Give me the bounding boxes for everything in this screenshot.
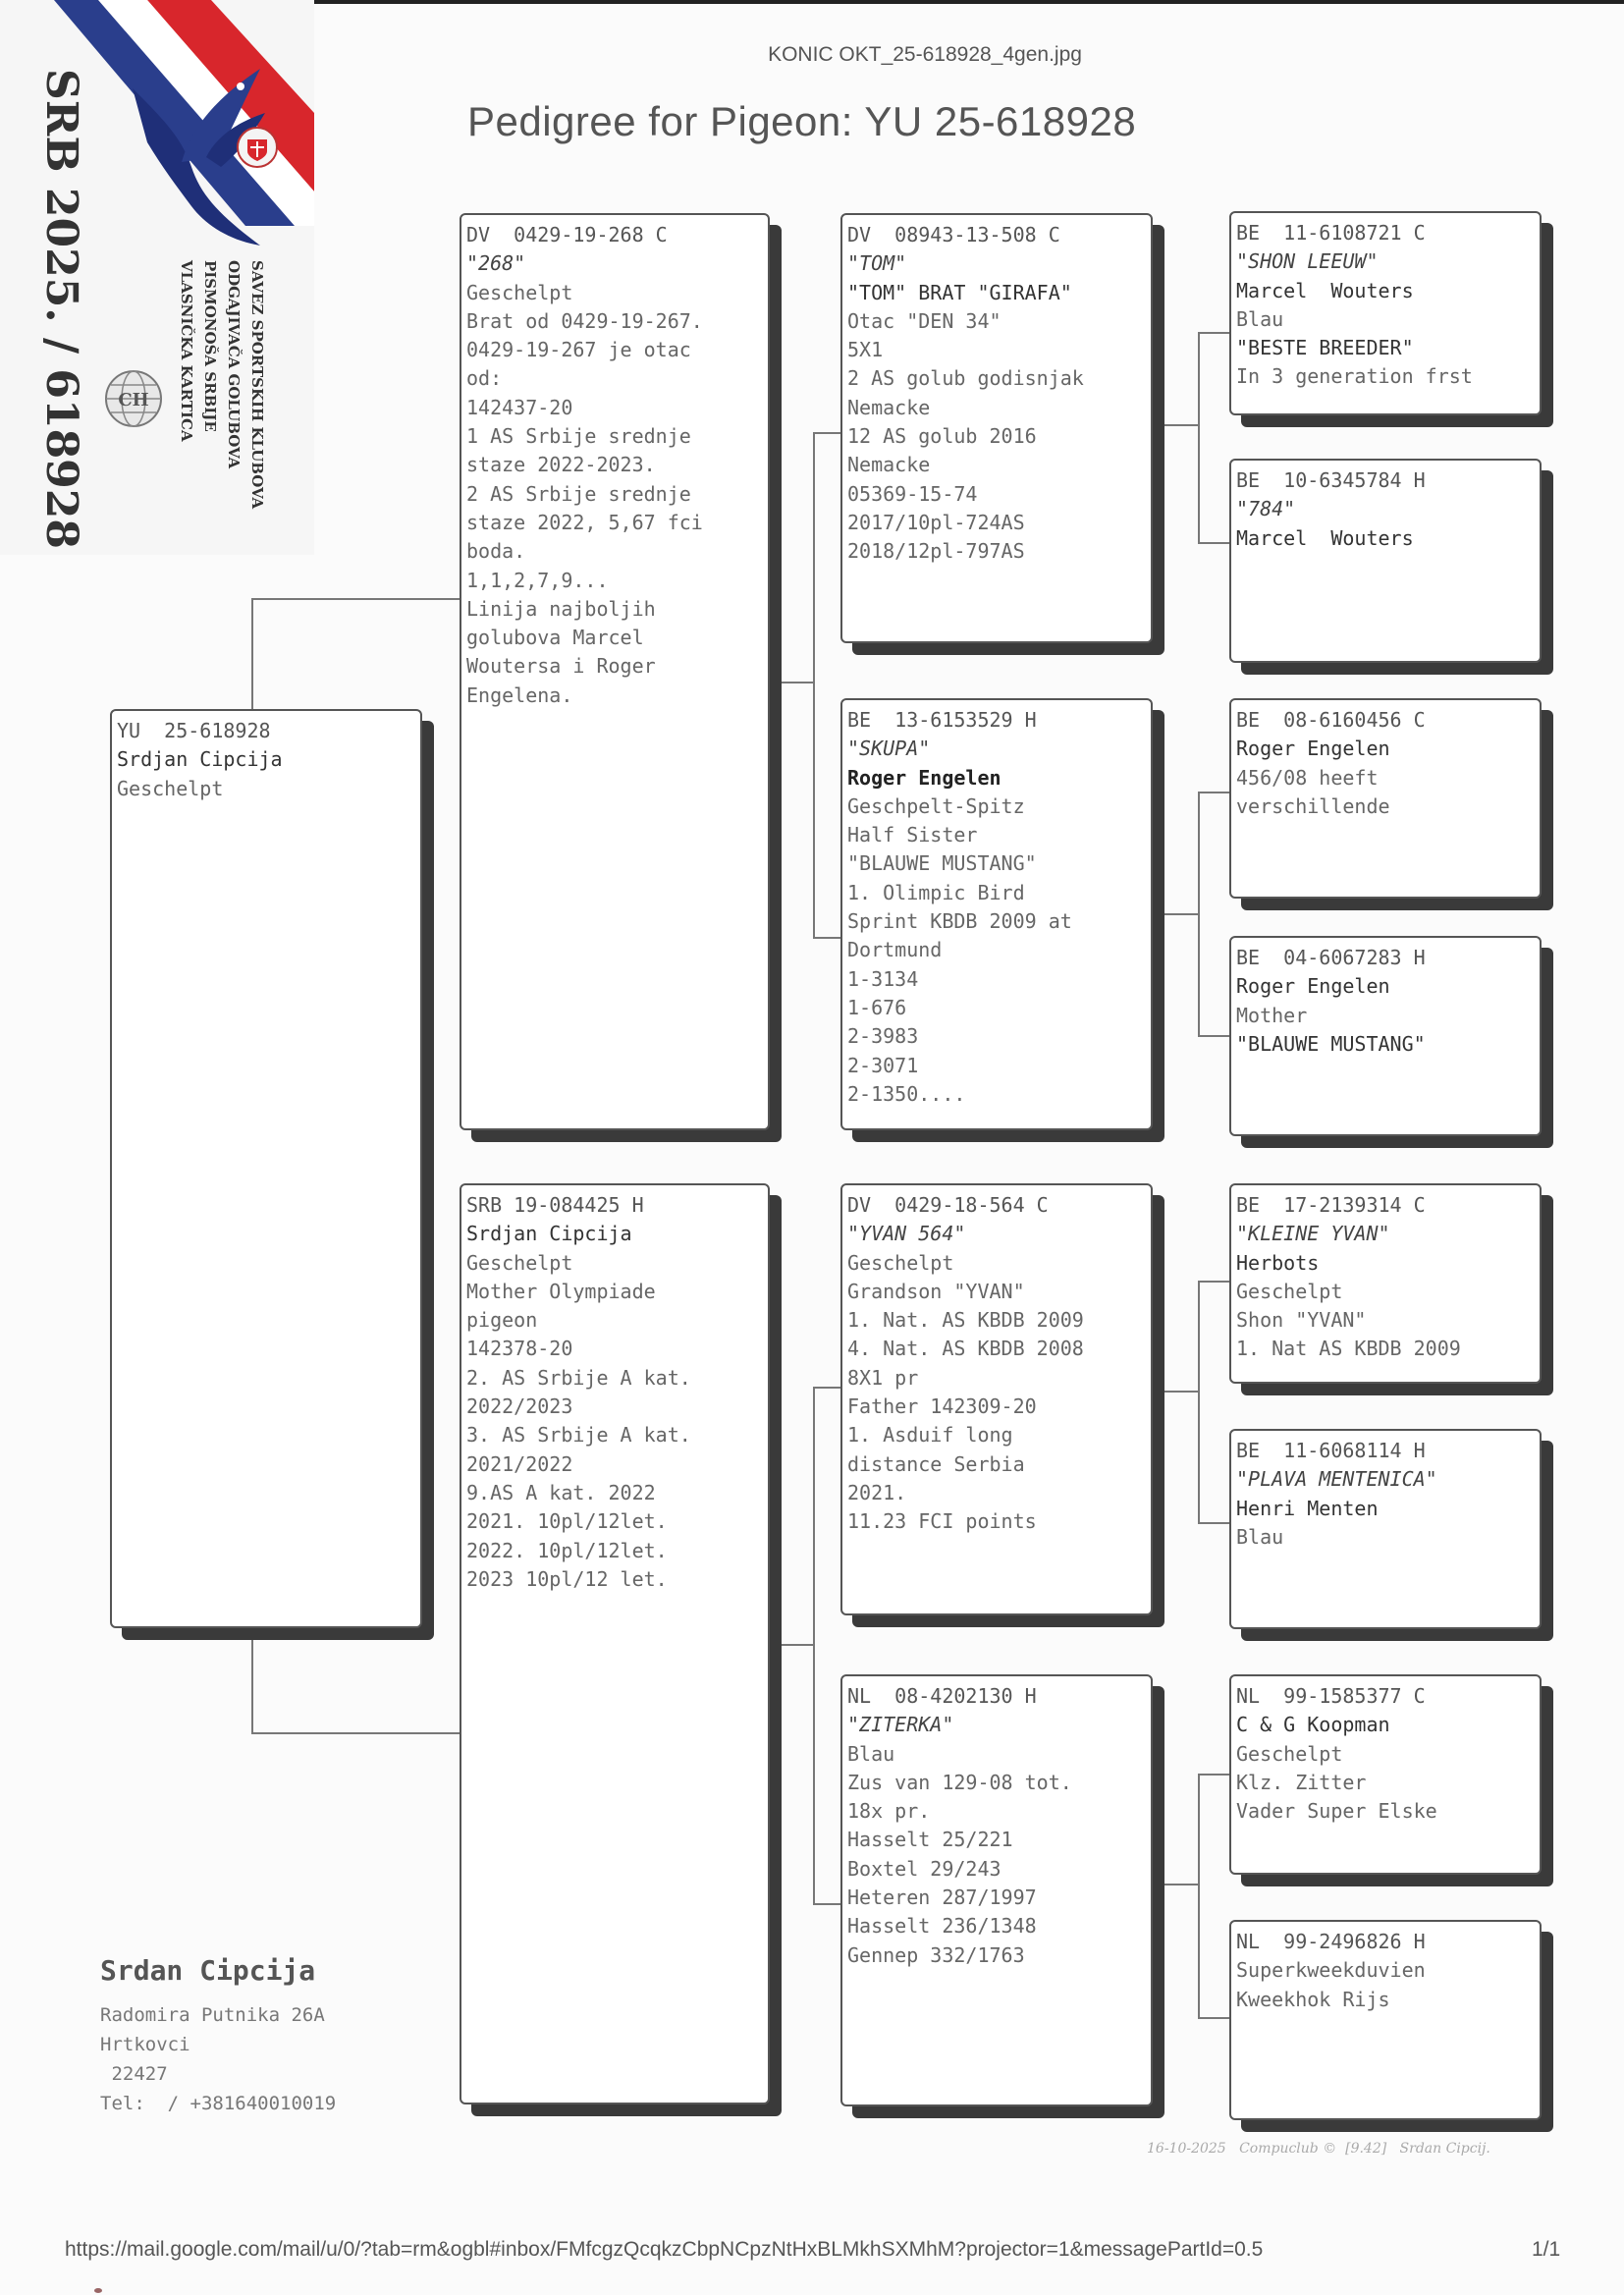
box-line: Geschelpt (1236, 1279, 1343, 1303)
connector-line (813, 1387, 840, 1389)
box-line: 1-676 (847, 995, 907, 1019)
box-line: Engelena. (466, 683, 573, 707)
connector-line (251, 598, 460, 600)
connector-line (1198, 1281, 1200, 1524)
box-line: "BLAUWE MUSTANG" (847, 851, 1037, 876)
pigeon-name: "SHON LEEUW" (1236, 249, 1379, 274)
pigeon-name: "ZITERKA" (847, 1713, 954, 1737)
connector-line (1159, 1391, 1200, 1393)
box-line: 142378-20 (466, 1337, 573, 1361)
box-line: 2017/10pl-724AS (847, 510, 1025, 534)
box-line: 5X1 (847, 338, 884, 362)
pigeon-name: "PLAVA MENTENICA" (1236, 1467, 1437, 1492)
box-line: 1. Nat AS KBDB 2009 (1236, 1337, 1461, 1361)
print-url: https://mail.google.com/mail/u/0/?tab=rm&ogbl#inbox/FMfcgzQcqkzCbpNCpzNtHxBLMkhSXMhM?projector=1&messagePartId=0.5 (65, 2238, 1264, 2261)
box-line: Geschelpt (117, 776, 224, 800)
connector-line (1198, 332, 1200, 544)
box-line: Hasselt 236/1348 (847, 1914, 1037, 1939)
owner-name: Srdjan Cipcija (466, 1222, 632, 1246)
phone-line: Tel: / +381640010019 (100, 2093, 337, 2114)
pigeon-box-dss (1229, 1183, 1542, 1384)
connector-line (1198, 542, 1229, 544)
box-line: 18x pr. (847, 1799, 931, 1824)
owner-name: Marcel Wouters (1236, 525, 1414, 550)
box-line: Klz. Zitter (1236, 1770, 1367, 1794)
pigeon-box-subject (110, 709, 422, 1628)
connector-line (1198, 332, 1229, 334)
connector-line (1198, 1774, 1229, 1776)
box-line: 05369-15-74 (847, 481, 978, 506)
stamp-org-line: ODGAJIVAČA GOLUBOVA (225, 260, 243, 469)
pigeon-name: "TOM" (847, 251, 907, 276)
box-line: Otac "DEN 34" (847, 308, 1001, 333)
connector-line (813, 937, 840, 939)
box-line: 3. AS Srbije A kat. (466, 1423, 691, 1448)
ring-number: DV 08943-13-508 C (847, 223, 1060, 246)
box-line: Blau (1236, 1524, 1284, 1549)
globe-logo-icon (103, 368, 164, 429)
pigeon-box-ssd (1229, 459, 1542, 663)
ring-number: BE 11-6068114 H (1236, 1439, 1426, 1462)
box-line: Grandson "YVAN" (847, 1279, 1025, 1303)
ring-number: BE 11-6108721 C (1236, 221, 1426, 245)
owner-name: Roger Engelen (1236, 974, 1390, 999)
owner-address-block (100, 1954, 336, 2118)
connector-line (1159, 913, 1200, 915)
ring-number: BE 17-2139314 C (1236, 1193, 1426, 1217)
ring-number: SRB 19-084425 H (466, 1193, 644, 1217)
stamp-ring-number: SRB 2025. / 618928 (36, 69, 86, 550)
box-line: Geschelpt (466, 280, 573, 304)
box-line: 2 AS golub godisnjak (847, 366, 1084, 391)
box-line: Geschelpt (1236, 1741, 1343, 1766)
box-line: od: (466, 366, 503, 391)
box-line: 1,1,2,7,9... (466, 568, 609, 592)
box-line: Geschelpt (466, 1250, 573, 1275)
pigeon-box-sds (1229, 698, 1542, 899)
address-line: Radomira Putnika 26A (100, 2004, 325, 2026)
box-line: 2022. 10pl/12let. (466, 1538, 668, 1562)
box-line: Brat od 0429-19-267. (466, 308, 703, 333)
box-line: Kweekhok Rijs (1236, 1987, 1390, 2011)
box-line: 11.23 FCI points (847, 1509, 1037, 1534)
pigeon-name: "SKUPA" (847, 737, 931, 761)
box-line: 2021/2022 (466, 1451, 573, 1476)
ring-number: BE 13-6153529 H (847, 708, 1037, 732)
box-line: 1. Asduif long (847, 1423, 1013, 1448)
box-line: 2-1350.... (847, 1081, 966, 1106)
box-line: Blau (847, 1741, 895, 1766)
pigeon-box-dam-sire (840, 1183, 1153, 1615)
svg-text:CH: CH (118, 390, 149, 410)
box-line: Boxtel 29/243 (847, 1856, 1001, 1881)
ring-number: YU 25-618928 (117, 719, 271, 742)
box-line: Geschpelt-Spitz (847, 793, 1025, 818)
owner-name: Marcel Wouters (1236, 278, 1414, 302)
pigeon-box-sire (460, 213, 770, 1130)
box-line: golubova Marcel (466, 626, 644, 650)
pigeon-box-dam-dam (840, 1674, 1153, 2106)
box-line: 1. Nat. AS KBDB 2009 (847, 1308, 1084, 1333)
box-line: 1. Olimpic Bird (847, 880, 1025, 904)
box-line: Zus van 129-08 tot. (847, 1770, 1072, 1794)
box-line: Vader Super Elske (1236, 1799, 1437, 1824)
box-line: "BLAUWE MUSTANG" (1236, 1031, 1426, 1056)
connector-line (813, 1903, 840, 1905)
owner-name: Herbots (1236, 1250, 1320, 1275)
software-footer: 16-10-2025 Compuclub © [9.42] Srdan Cipcij. (1147, 2141, 1490, 2157)
box-line: boda. (466, 539, 526, 564)
box-line: Linija najboljih (466, 596, 656, 621)
connector-line (251, 1634, 253, 1734)
address-line: Hrtkovci (100, 2034, 190, 2055)
box-line: 2021. 10pl/12let. (466, 1509, 668, 1534)
pigeon-name: "268" (466, 251, 526, 276)
ring-number: NL 08-4202130 H (847, 1684, 1037, 1708)
box-line: Sprint KBDB 2009 at (847, 909, 1072, 934)
box-line: 2 AS Srbije srednje (466, 481, 691, 506)
stamp-org-line: VLASNIČKA KARTICA (178, 260, 195, 442)
box-line: Dortmund (847, 938, 943, 962)
box-line: Superkweekduvien (1236, 1958, 1426, 1983)
owner-name: Roger Engelen (1236, 737, 1390, 761)
pigeon-name: "784" (1236, 497, 1296, 521)
box-line: 2-3983 (847, 1024, 919, 1049)
connector-line (1198, 792, 1200, 1037)
box-line: pigeon (466, 1308, 538, 1333)
box-line: 456/08 heeft (1236, 765, 1379, 790)
connector-line (251, 598, 253, 709)
ownership-stamp (0, 0, 314, 555)
stamp-organization (175, 260, 269, 535)
box-line: 1 AS Srbije srednje (466, 424, 691, 449)
pigeon-box-dsd (1229, 1429, 1542, 1629)
box-line: 4. Nat. AS KBDB 2008 (847, 1337, 1084, 1361)
connector-line (813, 432, 815, 939)
box-line: 2-3071 (847, 1053, 919, 1077)
box-line: Half Sister (847, 823, 978, 847)
address-line: 22427 (100, 2063, 168, 2085)
pigeon-box-sdd (1229, 936, 1542, 1136)
box-line: "TOM" BRAT "GIRAFA" (847, 280, 1072, 304)
box-line: 12 AS golub 2016 (847, 424, 1037, 449)
box-line: 2023 10pl/12 let. (466, 1566, 668, 1591)
connector-line (1198, 2017, 1229, 2019)
box-line: 0429-19-267 je otac (466, 338, 691, 362)
box-line: 2022/2023 (466, 1394, 573, 1419)
owner-name: C & G Koopman (1236, 1713, 1390, 1737)
box-line: Father 142309-20 (847, 1394, 1037, 1419)
box-line: 142437-20 (466, 395, 573, 419)
box-line: Hasselt 25/221 (847, 1828, 1013, 1852)
pigeon-name: "KLEINE YVAN" (1236, 1222, 1390, 1246)
connector-line (813, 432, 840, 434)
stamp-org-line: PISMONOŠA SRBIJE (201, 260, 219, 432)
owner-name: Roger Engelen (847, 765, 1001, 790)
serbian-crest-icon (236, 126, 279, 169)
page-number: 1/1 (1532, 2238, 1561, 2261)
ring-number: BE 08-6160456 C (1236, 708, 1426, 732)
ring-number: NL 99-1585377 C (1236, 1684, 1426, 1708)
stamp-org-line: SAVEZ SPORTSKIH KLUBOVA (248, 260, 266, 510)
pigeon-box-dds (1229, 1674, 1542, 1875)
box-line: Heteren 287/1997 (847, 1885, 1037, 1910)
connector-line (1198, 1281, 1229, 1283)
box-line: Woutersa i Roger (466, 654, 656, 679)
box-line: 8X1 pr (847, 1365, 919, 1390)
ring-number: DV 0429-18-564 C (847, 1193, 1049, 1217)
box-line: distance Serbia (847, 1451, 1025, 1476)
box-line: 1-3134 (847, 966, 919, 991)
box-line: 2018/12pl-797AS (847, 539, 1025, 564)
connector-line (776, 682, 815, 683)
connector-line (776, 1644, 815, 1646)
connector-line (1159, 424, 1200, 426)
pigeon-box-sire-sire (840, 213, 1153, 643)
pigeon-box-ddd (1229, 1920, 1542, 2120)
box-line: 2. AS Srbije A kat. (466, 1365, 691, 1390)
ring-number: NL 99-2496826 H (1236, 1930, 1426, 1953)
box-line: Shon "YVAN" (1236, 1308, 1367, 1333)
box-line: Mother Olympiade (466, 1279, 656, 1303)
pigeon-box-sss (1229, 211, 1542, 415)
box-line: Blau (1236, 306, 1284, 331)
pigeon-name: "YVAN 564" (847, 1222, 966, 1246)
ring-number: DV 0429-19-268 C (466, 223, 668, 246)
box-line: 2021. (847, 1480, 907, 1504)
box-line: Nemacke (847, 453, 931, 477)
box-line: 9.AS A kat. 2022 (466, 1480, 656, 1504)
connector-line (1198, 1522, 1229, 1524)
pedigree-title: Pedigree for Pigeon: YU 25-618928 (467, 98, 1137, 144)
connector-line (1198, 792, 1229, 793)
box-line: "BESTE BREEDER" (1236, 336, 1414, 360)
connector-line (813, 1387, 815, 1905)
owner-name: Srdan Cipcija (100, 1954, 316, 1987)
connector-line (1198, 1774, 1200, 2019)
connector-line (1198, 1035, 1229, 1037)
box-line: Geschelpt (847, 1250, 954, 1275)
pigeon-box-sire-dam (840, 698, 1153, 1130)
ring-number: BE 04-6067283 H (1236, 946, 1426, 969)
box-line: Nemacke (847, 395, 931, 419)
box-line: Gennep 332/1763 (847, 1942, 1025, 1967)
pigeon-box-dam (460, 1183, 770, 2104)
file-name: KONIC OKT_25-618928_4gen.jpg (768, 43, 1082, 66)
owner-name: Henri Menten (1236, 1496, 1379, 1520)
box-line: staze 2022-2023. (466, 453, 656, 477)
owner-name: Srdjan Cipcija (117, 747, 283, 772)
box-line: Mother (1236, 1003, 1308, 1027)
box-line: verschillende (1236, 793, 1390, 818)
scan-speck (94, 2288, 102, 2293)
ring-number: BE 10-6345784 H (1236, 468, 1426, 492)
connector-line (251, 1732, 460, 1734)
box-line: staze 2022, 5,67 fci (466, 510, 703, 534)
box-line: In 3 generation frst (1236, 364, 1473, 389)
connector-line (1159, 1884, 1200, 1885)
